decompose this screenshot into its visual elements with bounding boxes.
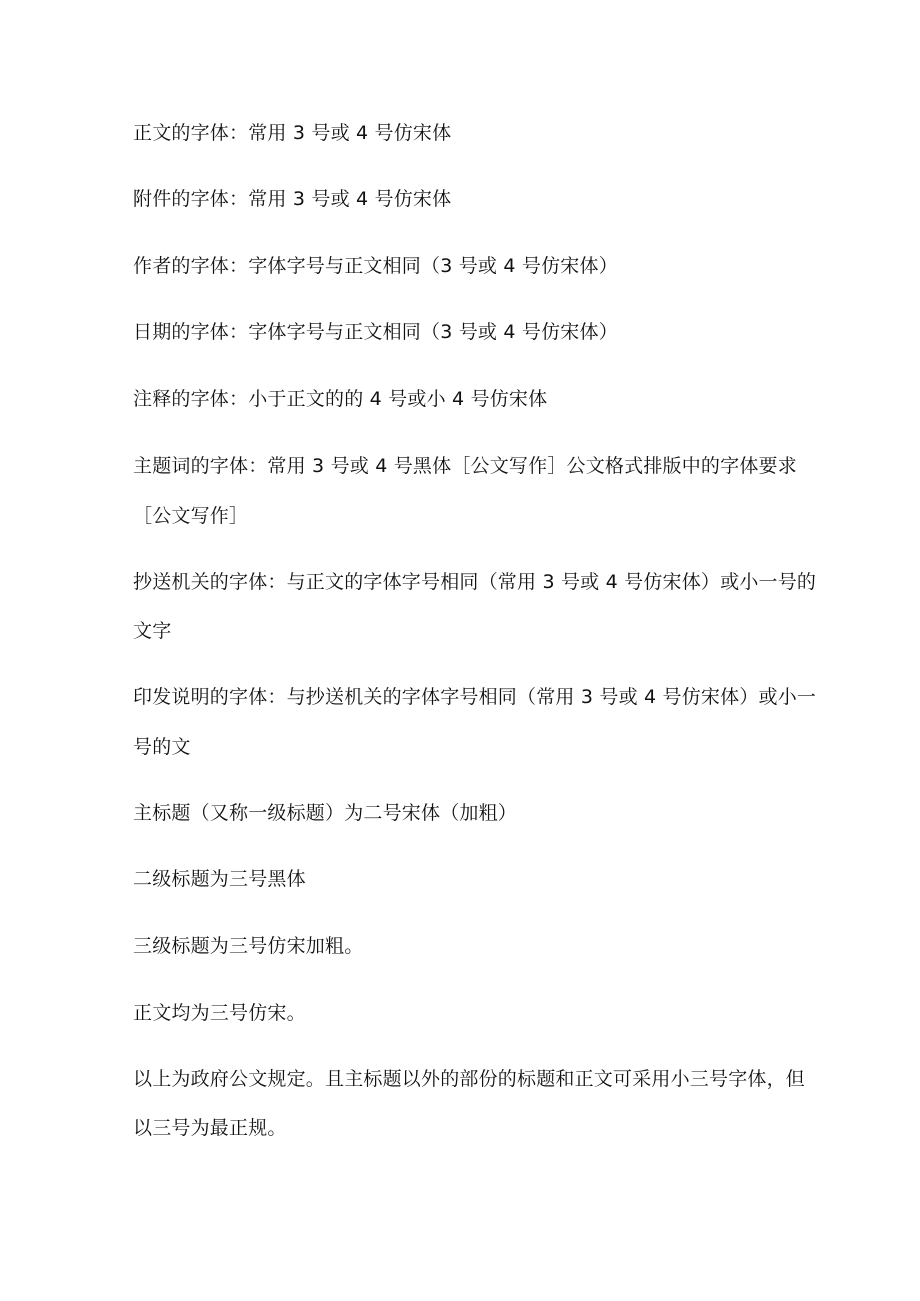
text-line: 以上为政府公文规定。且主标题以外的部份的标题和正文可采用小三号字体，但 [133, 1068, 806, 1090]
text-line: 正文均为三号仿宋。 [133, 1002, 306, 1024]
text-line: 日期的字体：字体字号与正文相同（3 号或 4 号仿宋体） [133, 321, 618, 343]
text-line: ［公文写作］ [133, 505, 249, 527]
text-line: 以三号为最正规。 [133, 1117, 287, 1139]
text-line: 文字 [133, 620, 172, 642]
text-line: 正文的字体：常用 3 号或 4 号仿宋体 [133, 122, 452, 144]
text-line: 主标题（又称一级标题）为二号宋体（加粗） [133, 802, 518, 824]
text-line: 作者的字体：字体字号与正文相同（3 号或 4 号仿宋体） [133, 255, 618, 277]
text-line: 附件的字体：常用 3 号或 4 号仿宋体 [133, 188, 452, 210]
text-line: 二级标题为三号黑体 [133, 868, 306, 890]
text-line: 主题词的字体：常用 3 号或 4 号黑体［公文写作］公文格式排版中的字体要求 [133, 455, 797, 477]
text-line: 三级标题为三号仿宋加粗。 [133, 935, 364, 957]
text-line: 号的文 [133, 736, 191, 758]
text-line: 抄送机关的字体：与正文的字体字号相同（常用 3 号或 4 号仿宋体）或小一号的 [133, 571, 817, 593]
text-line: 注释的字体：小于正文的的 4 号或小 4 号仿宋体 [133, 388, 548, 410]
text-line: 印发说明的字体：与抄送机关的字体字号相同（常用 3 号或 4 号仿宋体）或小一 [133, 686, 817, 708]
